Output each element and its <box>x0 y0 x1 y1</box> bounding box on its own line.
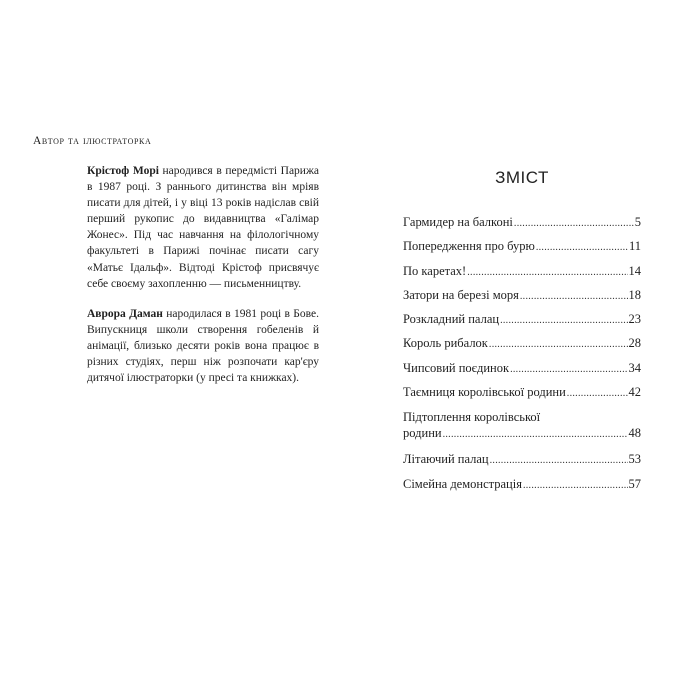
toc-title: Розкладний палац <box>403 312 500 327</box>
toc-leader-dots <box>500 315 627 326</box>
toc-page-number: 18 <box>628 287 641 302</box>
authors-section <box>33 135 333 400</box>
toc-leader-dots <box>520 291 628 302</box>
toc-item[interactable] <box>403 385 641 409</box>
toc-title: Чипсовий поєдинок <box>403 360 510 375</box>
author-bio <box>87 163 319 292</box>
toc-title: Затори на березі моря <box>403 287 519 302</box>
toc-title: Король рибалок <box>403 336 488 351</box>
illustrator-bio-text: народилася в 1981 році в Бове. Випускниця школи створення гобеленів й анімації, близько десяти років вона працює в різних студіях, перш ніж розпочати кар'єру дитячої ілюстраторки (у пресі та книжках). <box>87 307 320 385</box>
contents-title: ЗМІСТ <box>495 168 549 187</box>
toc-title: Літаючий палац <box>403 452 489 467</box>
toc-page-number: 28 <box>628 336 641 351</box>
toc-item[interactable] <box>403 239 641 263</box>
toc-item[interactable] <box>403 215 641 239</box>
toc-page-number: 42 <box>628 385 641 400</box>
toc-title-line2: родини <box>403 426 442 441</box>
toc-leader-dots <box>443 427 628 443</box>
toc-item[interactable] <box>403 312 641 336</box>
author-bio-text: народився в передмісті Парижа в 1987 році. З раннього дитинства він мріяв писати для дітей, і у віці 13 років надіслав свій перший рукопис до видавництва «Галімар Жонес». Під час навчання на філологічному факультеті в Парижі почінає писати сагу «Матьє Ідальф». Відтоді Крістоф присвячує себе своєму захопленню — письменництву. <box>87 165 319 290</box>
toc-item[interactable] <box>403 336 641 360</box>
toc-title: Гармидер на балконі <box>403 215 513 229</box>
toc-item[interactable] <box>403 361 641 385</box>
author-name: Крістоф Морі <box>87 165 159 177</box>
toc-page-number: 48 <box>628 426 641 441</box>
toc-leader-dots <box>514 218 634 229</box>
toc-leader-dots <box>510 364 627 375</box>
illustrator-bio <box>87 306 319 386</box>
toc-leader-dots <box>467 267 627 278</box>
toc-title-line1: Підтоплення королівської <box>403 410 541 425</box>
toc-leader-dots <box>523 480 628 491</box>
toc-page-number: 34 <box>628 360 641 375</box>
toc-title: Сімейна демонстрація <box>403 476 522 491</box>
toc-item[interactable] <box>403 477 641 501</box>
toc-item[interactable] <box>403 452 641 476</box>
toc-leader-dots <box>536 242 628 253</box>
toc-leader-dots <box>490 455 628 466</box>
toc-page-number: 57 <box>628 476 641 491</box>
toc-page-number: 14 <box>628 263 641 278</box>
toc-title: Таємниця королівської родини <box>403 385 566 400</box>
toc-item[interactable] <box>403 288 641 312</box>
toc-page-number: 5 <box>634 215 641 229</box>
toc-title-line2-row <box>403 425 641 443</box>
toc-page-number: 53 <box>628 452 641 467</box>
toc-item[interactable] <box>403 264 641 288</box>
toc-leader-dots <box>489 339 628 350</box>
toc-page-number: 11 <box>628 239 641 254</box>
toc-title: Попередження про бурю <box>403 239 535 254</box>
toc-list <box>403 215 641 501</box>
toc-leader-dots <box>567 388 628 399</box>
toc-item[interactable] <box>403 409 641 443</box>
illustrator-name: Аврора Даман <box>87 307 163 320</box>
toc-page-number: 23 <box>628 312 641 327</box>
authors-heading: Автор та ілюстраторка <box>33 135 152 147</box>
toc-title: По каретах! <box>403 263 467 278</box>
table-of-contents <box>403 168 641 501</box>
